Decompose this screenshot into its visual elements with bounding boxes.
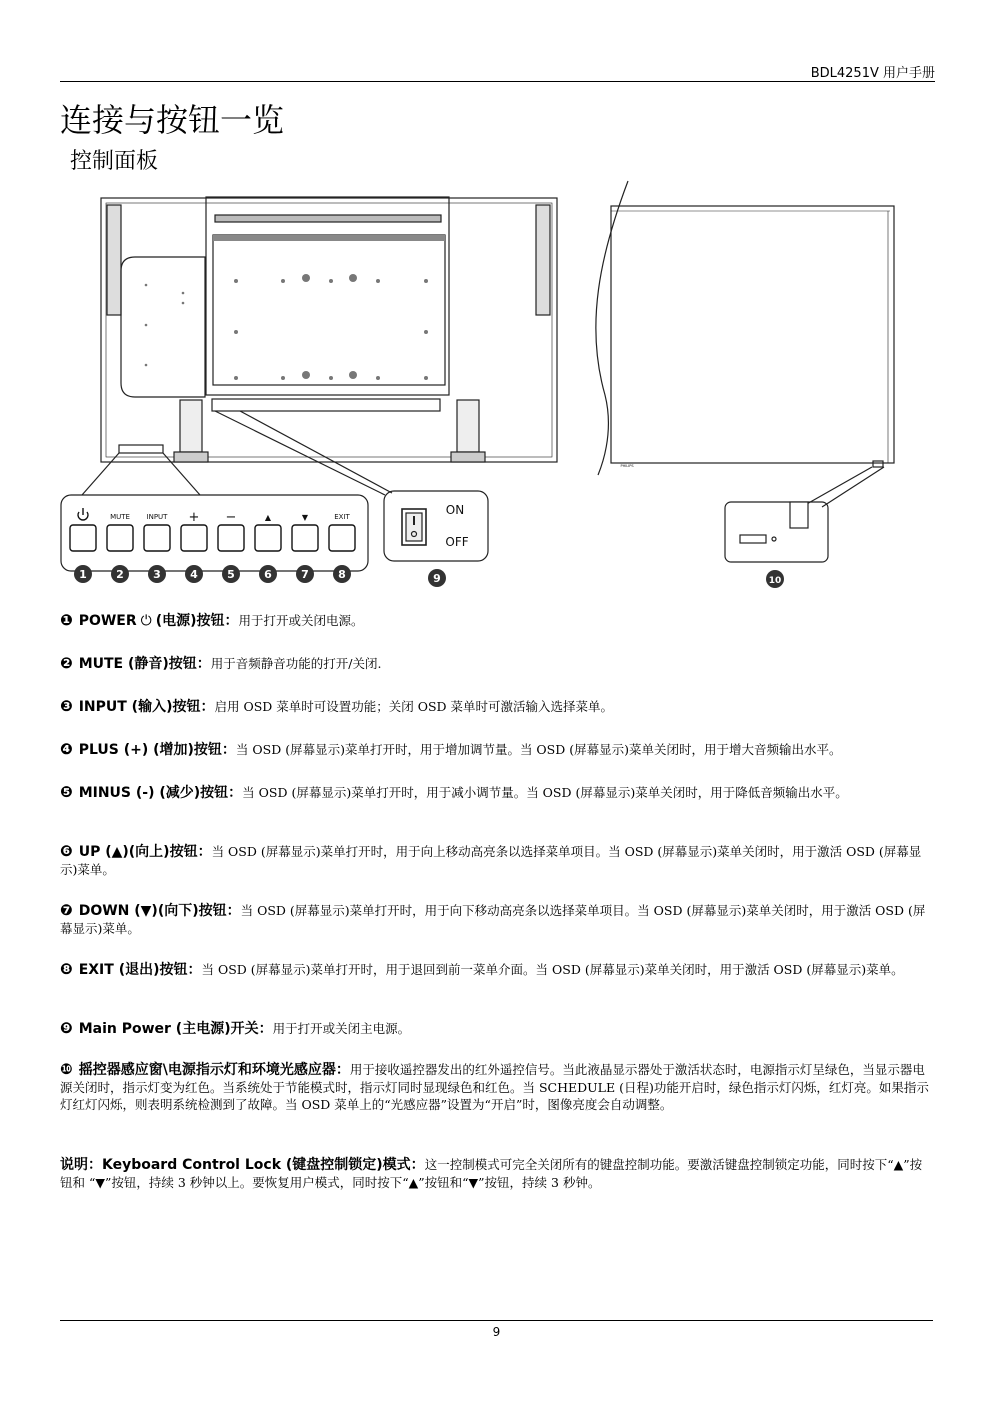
mute-key-label: MUTE (110, 513, 130, 521)
keyboard-lock-note: 说明：Keyboard Control Lock (键盘控制锁定)模式：这一控制模式可完全关闭所有的键盘控制功能。要激活键盘控制锁定功能，同时按下“▲”按钮和 “▼”按钮，持续 3 秒钟以上。要恢复用户模式，同时按下“▲”按钮和“▼”按钮，持续 3 秒钟。 (60, 1157, 923, 1190)
plus-button[interactable] (181, 525, 207, 551)
svg-text:2: 2 (116, 568, 124, 581)
exit-button[interactable] (329, 525, 355, 551)
item-main-power: ❾ Main Power (主电源)开关：用于打开或关闭主电源。 (60, 1019, 411, 1037)
callout-10 (766, 570, 784, 588)
exit-key-label: EXIT (334, 513, 350, 521)
header-rule (60, 81, 935, 82)
item-power: ❶ POWER ⏻ (电源)按钮：用于打开或关闭电源。 (60, 611, 364, 629)
input-key-label: INPUT (146, 513, 168, 521)
item-up: ❻ UP (▲)(向上)按钮：当 OSD (屏幕显示)菜单打开时，用于向上移动高亮条以选择菜单项目。当 OSD (屏幕显示)菜单关闭时，用于激活 OSD (屏幕显示)菜单。 (60, 842, 922, 877)
callout-7 (296, 565, 314, 583)
down-key-label: ▼ (301, 513, 309, 522)
input-button[interactable] (144, 525, 170, 551)
callout-1 (74, 565, 92, 583)
callout-5 (222, 565, 240, 583)
minus-button[interactable] (218, 525, 244, 551)
power-icon (78, 508, 88, 520)
power-button[interactable] (70, 525, 96, 551)
callout-2 (111, 565, 129, 583)
svg-text:1: 1 (79, 568, 87, 581)
callout-3 (148, 565, 166, 583)
switch-off-label: OFF (445, 535, 469, 549)
up-key-label: ▲ (264, 513, 272, 522)
item-mute: ❷ MUTE (静音)按钮：用于音频静音功能的打开/关闭. (60, 654, 382, 672)
item-plus: ❹ PLUS (+) (增加)按钮：当 OSD (屏幕显示)菜单打开时，用于增加调节量。当 OSD (屏幕显示)菜单关闭时，用于增大音频输出水平。 (60, 740, 842, 758)
svg-text:10: 10 (768, 576, 782, 586)
item-input: ❸ INPUT (输入)按钮：启用 OSD 菜单时可设置功能；关闭 OSD 菜单时可激活输入选择菜单。 (60, 697, 614, 715)
svg-text:4: 4 (190, 568, 198, 581)
callout-6 (259, 565, 277, 583)
item-sensor: ❿ 摇控器感应窗\电源指示灯和环境光感应器：用于接收遥控器发出的红外遥控信号。当此液晶显示器处于激活状态时，电源指示灯呈绿色，当显示器电源关闭时，指示灯变为红色。当系统处于节能模式时，指示灯同时显现绿色和红色。当 SCHEDULE (日程)功能开启时，绿色指示灯闪烁，红灯亮。如果指示灯红灯闪烁，则表明系统检测到了故障。当 OSD 菜单上的“光感应器”设置为“开启”时，图像亮度会自动调整。 (60, 1060, 929, 1112)
switch-on-label: ON (445, 503, 465, 517)
item-minus: ❺ MINUS (-) (减少)按钮：当 OSD (屏幕显示)菜单打开时，用于减小调节量。当 OSD (屏幕显示)菜单关闭时，用于降低音频输出水平。 (60, 783, 848, 801)
page-number: 9 (492, 1325, 501, 1339)
callout-8 (333, 565, 351, 583)
down-button[interactable] (292, 525, 318, 551)
up-button[interactable] (255, 525, 281, 551)
brand-label: PHILIPS (620, 464, 634, 468)
svg-text:9: 9 (433, 572, 441, 585)
item-down: ❼ DOWN (▼)(向下)按钮：当 OSD (屏幕显示)菜单打开时，用于向下移动高亮条以选择菜单项目。当 OSD (屏幕显示)菜单关闭时，用于激活 OSD (屏幕显示)菜单。 (60, 901, 926, 936)
svg-text:7: 7 (301, 568, 309, 581)
callout-9 (428, 569, 446, 587)
footer-rule (60, 1320, 933, 1321)
svg-text:6: 6 (264, 568, 272, 581)
sensor-panel (725, 502, 828, 562)
main-power-switch-panel (384, 491, 488, 561)
minus-key-label: − (225, 510, 237, 525)
svg-text:3: 3 (153, 568, 161, 581)
section-subtitle: 控制面板 (70, 149, 159, 174)
callout-4 (185, 565, 203, 583)
power-symbol-icon: ⏻ (140, 613, 152, 629)
item-exit: ❽ EXIT (退出)按钮：当 OSD (屏幕显示)菜单打开时，用于退回到前一菜单介面。当 OSD (屏幕显示)菜单关闭时，用于激活 OSD (屏幕显示)菜单。 (60, 960, 904, 978)
document-header-title: BDL4251V 用户手册 (810, 66, 935, 81)
control-panel-diagram (0, 175, 993, 600)
svg-text:8: 8 (338, 568, 346, 581)
svg-text:5: 5 (227, 568, 235, 581)
mute-button[interactable] (107, 525, 133, 551)
plus-key-label: + (188, 510, 200, 525)
page-title: 连接与按钮一览 (60, 101, 285, 139)
